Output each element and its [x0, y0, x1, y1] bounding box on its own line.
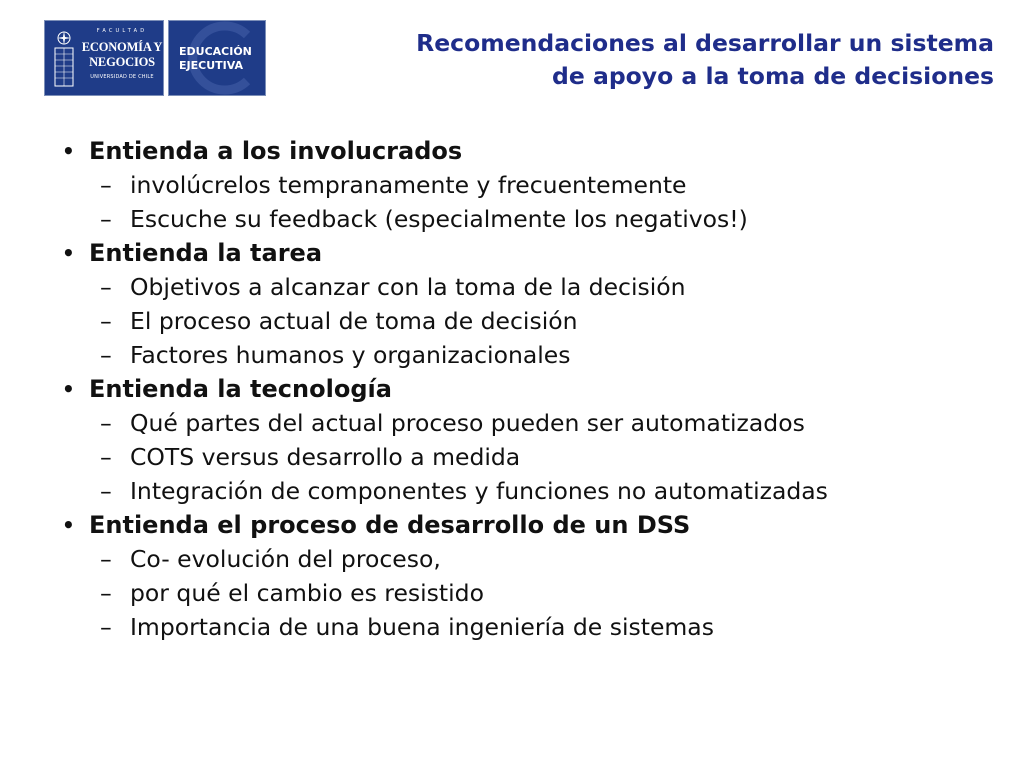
bullet-heading: [62, 236, 1012, 270]
dash-icon: –: [100, 341, 112, 369]
bullet-heading: [62, 372, 1012, 406]
bullet-heading: [62, 134, 1012, 168]
sub-bullet-text: Importancia de una buena ingeniería de sistemas: [130, 613, 714, 641]
dash-icon: –: [100, 545, 112, 573]
sub-bullet: [62, 610, 1012, 644]
sub-bullet-text: Objetivos a alcanzar con la toma de la decisión: [130, 273, 686, 301]
dash-icon: –: [100, 477, 112, 505]
sub-bullet-text: involúcrelos tempranamente y frecuentemente: [130, 171, 687, 199]
sub-bullet: [62, 304, 1012, 338]
dash-icon: –: [100, 579, 112, 607]
c-watermark-icon: [169, 21, 265, 95]
dash-icon: –: [100, 409, 112, 437]
sub-bullet: [62, 474, 1012, 508]
economia-negocios-logo: [44, 20, 164, 96]
dash-icon: –: [100, 205, 112, 233]
sub-bullet: [62, 338, 1012, 372]
logo-edu-line1: EDUCACIÓN: [179, 45, 252, 58]
dash-icon: –: [100, 613, 112, 641]
sub-bullet: [62, 202, 1012, 236]
slide-body: [62, 134, 1012, 644]
dash-icon: –: [100, 171, 112, 199]
sub-bullet: [62, 406, 1012, 440]
sub-bullet: [62, 440, 1012, 474]
sub-bullet: [62, 270, 1012, 304]
bullet-heading-text: Entienda a los involucrados: [89, 137, 463, 165]
sub-bullet-text: Integración de componentes y funciones no automatizadas: [130, 477, 828, 505]
bullet-heading-text: Entienda la tecnología: [89, 375, 392, 403]
slide-title: [416, 27, 994, 93]
logo-word-negocios: NEGOCIOS: [89, 55, 155, 69]
sub-bullet-text: El proceso actual de toma de decisión: [130, 307, 578, 335]
bullet-icon: •: [62, 377, 75, 401]
bullet-icon: •: [62, 513, 75, 537]
bullet-icon: •: [62, 241, 75, 265]
logo-university-label: UNIVERSIDAD DE CHILE: [90, 74, 154, 80]
logo-edu-line2: EJECUTIVA: [179, 59, 244, 72]
dash-icon: –: [100, 273, 112, 301]
sub-bullet-text: por qué el cambio es resistido: [130, 579, 484, 607]
bullet-heading-text: Entienda la tarea: [89, 239, 323, 267]
bullet-icon: •: [62, 139, 75, 163]
sub-bullet: [62, 576, 1012, 610]
dash-icon: –: [100, 443, 112, 471]
title-line-2: de apoyo a la toma de decisiones: [552, 62, 994, 90]
educacion-ejecutiva-logo: [168, 20, 266, 96]
sub-bullet-text: Escuche su feedback (especialmente los negativos!): [130, 205, 748, 233]
sub-bullet: [62, 542, 1012, 576]
faculty-label: FACULTAD: [96, 28, 148, 34]
sub-bullet-text: Co- evolución del proceso,: [130, 545, 441, 573]
title-line-1: Recomendaciones al desarrollar un sistema: [416, 29, 994, 57]
sub-bullet-text: COTS versus desarrollo a medida: [130, 443, 521, 471]
bullet-heading: [62, 508, 1012, 542]
dash-icon: –: [100, 307, 112, 335]
university-emblem-icon: [52, 28, 76, 90]
sub-bullet-text: Factores humanos y organizacionales: [130, 341, 571, 369]
logo-word-economia: ECONOMÍA Y: [81, 40, 163, 54]
bullet-heading-text: Entienda el proceso de desarrollo de un DSS: [89, 511, 691, 539]
sub-bullet-text: Qué partes del actual proceso pueden ser automatizados: [130, 409, 805, 437]
sub-bullet: [62, 168, 1012, 202]
